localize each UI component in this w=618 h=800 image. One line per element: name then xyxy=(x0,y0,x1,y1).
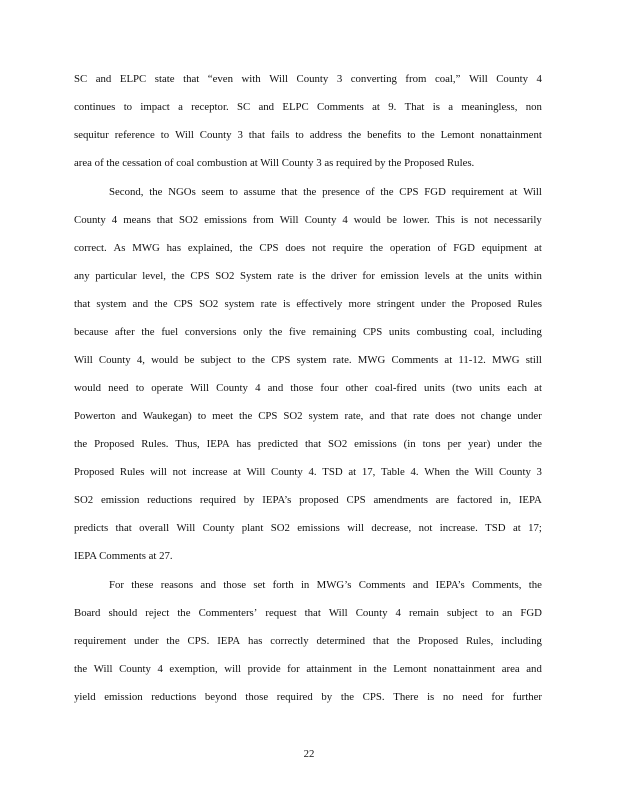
text-line: SC and ELPC state that “even with Will County 3 converting from coal,” Will County 4 xyxy=(74,73,542,85)
text-line: Will County 4, would be subject to the CPS system rate. MWG Comments at 11-12. MWG still xyxy=(74,354,542,366)
text-line: correct. As MWG has explained, the CPS does not require the operation of FGD equipment at xyxy=(74,242,542,254)
text-line: For these reasons and those set forth in MWG’s Comments and IEPA’s Comments, the xyxy=(109,579,542,591)
text-line: Powerton and Waukegan) to meet the CPS SO2 system rate, and that rate does not change under xyxy=(74,410,542,422)
text-line: requirement under the CPS. IEPA has correctly determined that the Proposed Rules, including xyxy=(74,635,542,647)
text-line: area of the cessation of coal combustion at Will County 3 as required by the Proposed Rules. xyxy=(74,157,475,169)
text-line: Second, the NGOs seem to assume that the presence of the CPS FGD requirement at Will xyxy=(109,186,542,198)
text-line: yield emission reductions beyond those required by the CPS. There is no need for further xyxy=(74,691,542,703)
text-line: SO2 emission reductions required by IEPA’s proposed CPS amendments are factored in, IEPA xyxy=(74,494,542,506)
text-line: predicts that overall Will County plant SO2 emissions will decrease, not increase. TSD at 17; xyxy=(74,522,542,534)
text-line: the Will County 4 exemption, will provide for attainment in the Lemont nonattainment area and xyxy=(74,663,542,675)
page-number: 22 xyxy=(303,748,315,760)
text-line: sequitur reference to Will County 3 that fails to address the benefits to the Lemont nonattainment xyxy=(74,129,542,141)
text-line: County 4 means that SO2 emissions from Will County 4 would be lower. This is not necessarily xyxy=(74,214,542,226)
text-line: IEPA Comments at 27. xyxy=(74,550,173,562)
text-line: continues to impact a receptor. SC and ELPC Comments at 9. That is a meaningless, non xyxy=(74,101,542,113)
text-line: Proposed Rules will not increase at Will County 4. TSD at 17, Table 4. When the Will County 3 xyxy=(74,466,542,478)
text-line: that system and the CPS SO2 system rate is effectively more stringent under the Proposed Rules xyxy=(74,298,542,310)
text-line: would need to operate Will County 4 and those four other coal-fired units (two units each at xyxy=(74,382,542,394)
text-line: Board should reject the Commenters’ request that Will County 4 remain subject to an FGD xyxy=(74,607,542,619)
text-line: the Proposed Rules. Thus, IEPA has predicted that SO2 emissions (in tons per year) under the xyxy=(74,438,542,450)
text-line: any particular level, the CPS SO2 System rate is the driver for emission levels at the units within xyxy=(74,270,542,282)
text-line: because after the fuel conversions only the five remaining CPS units combusting coal, including xyxy=(74,326,542,338)
